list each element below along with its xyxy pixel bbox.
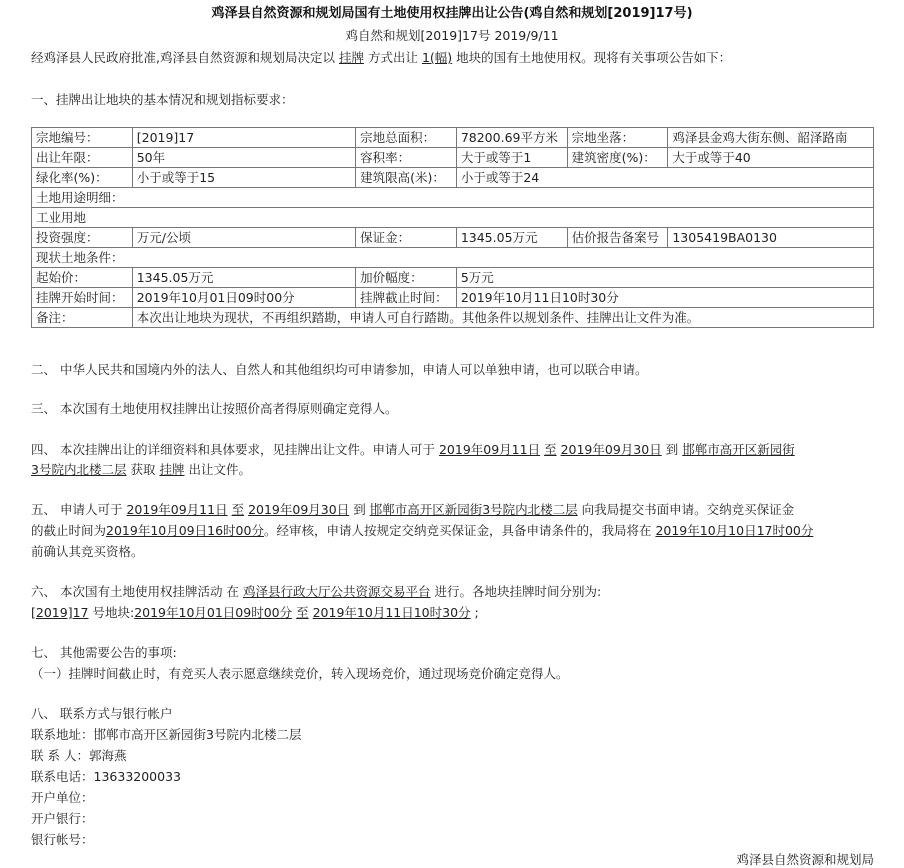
start-time-label: 挂牌开始时间： [32, 288, 133, 308]
s5-deposit-deadline: 2019年10月09日16时00分 [106, 523, 264, 538]
table-row [32, 308, 874, 328]
area-value: 78200.69平方米 [456, 128, 567, 148]
s4-place-part2: 3号院内北楼二层 [31, 462, 127, 477]
increment-value: 5万元 [456, 268, 873, 288]
section5-line3: 前确认其竞买资格。 [31, 544, 144, 559]
green-value: 小于或等于15 [132, 168, 355, 188]
s6-start-time: 2019年10月01日09时00分 [134, 605, 293, 620]
section4-line1 [31, 440, 795, 458]
s4-text-b: 获取 [130, 462, 156, 477]
height-label: 建筑限高(米)： [356, 168, 457, 188]
s6-end-time: 2019年10月11日10时30分 [312, 605, 471, 620]
table-row [32, 228, 874, 248]
s4-end-date: 2019年09月30日 [560, 442, 662, 457]
increment-label: 加价幅度： [356, 268, 457, 288]
height-value: 小于或等于24 [456, 168, 873, 188]
intro-text: 经鸡泽县人民政府批准,鸡泽县自然资源和规划局决定以 [31, 50, 335, 65]
contact-label: 联 系 人： [31, 748, 89, 763]
s5-to: 至 [231, 502, 245, 517]
remark-value: 本次出让地块为现状，不再组织踏勘，申请人可自行踏勘。其他条件以规划条件、挂牌出让文件为准。 [132, 308, 873, 328]
end-time-value: 2019年10月11日10时30分 [456, 288, 873, 308]
start-price-value: 1345.05万元 [132, 268, 355, 288]
s5-start-date: 2019年09月11日 [126, 502, 228, 517]
table-row [32, 288, 874, 308]
transfer-method: 挂牌 [338, 50, 364, 65]
s4-text-c: 出让文件。 [188, 462, 251, 477]
section1-heading: 一、挂牌出让地块的基本情况和规划指标要求： [31, 92, 294, 107]
address-value: 邯郸市高开区新园街3号院内北楼二层 [93, 727, 302, 742]
start-price-label: 起始价： [32, 268, 133, 288]
invest-label: 投资强度： [32, 228, 133, 248]
contact-person [31, 746, 126, 764]
location-value: 鸡泽县金鸡大街东侧、韶泽路南 [668, 128, 874, 148]
s5-text-c: 的截止时间为 [31, 523, 107, 538]
section4-line2 [31, 460, 251, 478]
invest-value: 万元/公顷 [132, 228, 355, 248]
s5-at: 到 [353, 502, 366, 517]
area-label: 宗地总面积： [356, 128, 457, 148]
table-row [32, 168, 874, 188]
section3-paragraph: 三、 本次国有土地使用权挂牌出让按照价高者得原则确定竞得人。 [31, 401, 398, 416]
green-label: 绿化率(%)： [32, 168, 133, 188]
s5-place: 邯郸市高开区新园街3号院内北楼二层 [369, 502, 578, 517]
s5-text-b: 向我局提交书面申请。交纳竞买保证金 [581, 502, 795, 517]
s5-confirm-time: 2019年10月10日17时00分 [655, 523, 814, 538]
deposit-value: 1345.05万元 [456, 228, 567, 248]
section2-paragraph: 二、 中华人民共和国境内外的法人、自然人和其他组织均可申请参加，申请人可以单独申请，也可以联合申请。 [31, 362, 648, 377]
phone-value: 13633200033 [93, 769, 181, 784]
s6-text-b: 进行。各地块挂牌时间分别为: [434, 584, 602, 599]
section6-line1 [31, 582, 601, 600]
intro-text-mid: 方式出让 [367, 50, 418, 65]
section5-line1 [31, 500, 794, 518]
density-label: 建筑密度(%)： [567, 148, 668, 168]
table-row [32, 148, 874, 168]
contact-address [31, 725, 301, 743]
s4-method: 挂牌 [159, 462, 185, 477]
address-label: 联系地址： [31, 727, 94, 742]
remark-label: 备注： [32, 308, 133, 328]
deposit-label: 保证金： [356, 228, 457, 248]
appraisal-value: 1305419BA0130 [668, 228, 874, 248]
publish-date: 2019/9/11 [494, 28, 559, 43]
doc-number: 鸡自然和规划[2019]17号 [345, 28, 491, 43]
parcel-info-table [31, 127, 874, 328]
account-no-label: 银行帐号： [31, 832, 94, 847]
section5-line2 [31, 521, 813, 539]
bank-label: 开户银行： [31, 811, 94, 826]
end-time-label: 挂牌截止时间： [356, 288, 457, 308]
condition-label: 现状土地条件： [32, 248, 874, 268]
start-time-value: 2019年10月01日09时00分 [132, 288, 355, 308]
section6-line2 [31, 603, 479, 621]
contact-value: 郭海燕 [88, 748, 127, 763]
s5-text: 五、 申请人可于 [31, 502, 123, 517]
s5-end-date: 2019年09月30日 [248, 502, 350, 517]
far-label: 容积率： [356, 148, 457, 168]
section7-heading: 七、 其他需要公告的事项: [31, 645, 177, 660]
use-detail-label: 土地用途明细： [32, 188, 874, 208]
s4-start-date: 2019年09月11日 [438, 442, 541, 457]
s4-place-part1: 邯郸市高开区新园街 [682, 442, 795, 457]
section8-heading: 八、 联系方式与银行帐户 [31, 706, 173, 721]
land-use-value: 工业用地 [32, 208, 874, 228]
location-label: 宗地坐落： [567, 128, 668, 148]
parcel-count: 1(幅) [421, 50, 453, 65]
parcel-no-label: 宗地编号： [32, 128, 133, 148]
s6-text-c: 号地块: [92, 605, 135, 620]
table-row [32, 128, 874, 148]
doc-number-line [0, 26, 904, 44]
density-value: 大于或等于40 [668, 148, 874, 168]
s6-text: 六、 本次国有土地使用权挂牌活动 在 [31, 584, 239, 599]
table-row [32, 248, 874, 268]
intro-text-suffix: 地块的国有土地使用权。现将有关事项公告如下： [456, 50, 732, 65]
s4-text: 四、 本次挂牌出让的详细资料和具体要求，见挂牌出让文件。申请人可于 [31, 442, 435, 457]
phone-label: 联系电话： [31, 769, 94, 784]
contact-phone [31, 767, 181, 785]
table-row [32, 188, 874, 208]
s6-to: 至 [296, 605, 309, 620]
term-label: 出让年限： [32, 148, 133, 168]
s4-to: 至 [544, 442, 557, 457]
table-row [32, 208, 874, 228]
far-value: 大于或等于1 [456, 148, 567, 168]
s6-end: ; [474, 605, 479, 620]
page-title: 鸡泽县自然资源和规划局国有土地使用权挂牌出让公告(鸡自然和规划[2019]17号) [211, 6, 693, 21]
s4-at: 到 [665, 442, 679, 457]
s6-platform: 鸡泽县行政大厅公共资源交易平台 [242, 584, 431, 599]
s5-text-d: 。经审核，申请人按规定交纳竞买保证金，具备申请条件的，我局将在 [263, 523, 652, 538]
s6-parcel-no: [2019]17 [31, 605, 89, 620]
table-row [32, 268, 874, 288]
account-unit-label: 开户单位： [31, 790, 94, 805]
appraisal-label: 估价报告备案号 [567, 228, 668, 248]
issuer-signature: 鸡泽县自然资源和规划局 [736, 852, 874, 867]
section7-item: （一）挂牌时间截止时，有竞买人表示愿意继续竞价，转入现场竞价，通过现场竞价确定竞得人。 [31, 666, 569, 681]
intro-paragraph [31, 48, 731, 66]
parcel-no-value: [2019]17 [132, 128, 355, 148]
term-value: 50年 [132, 148, 355, 168]
